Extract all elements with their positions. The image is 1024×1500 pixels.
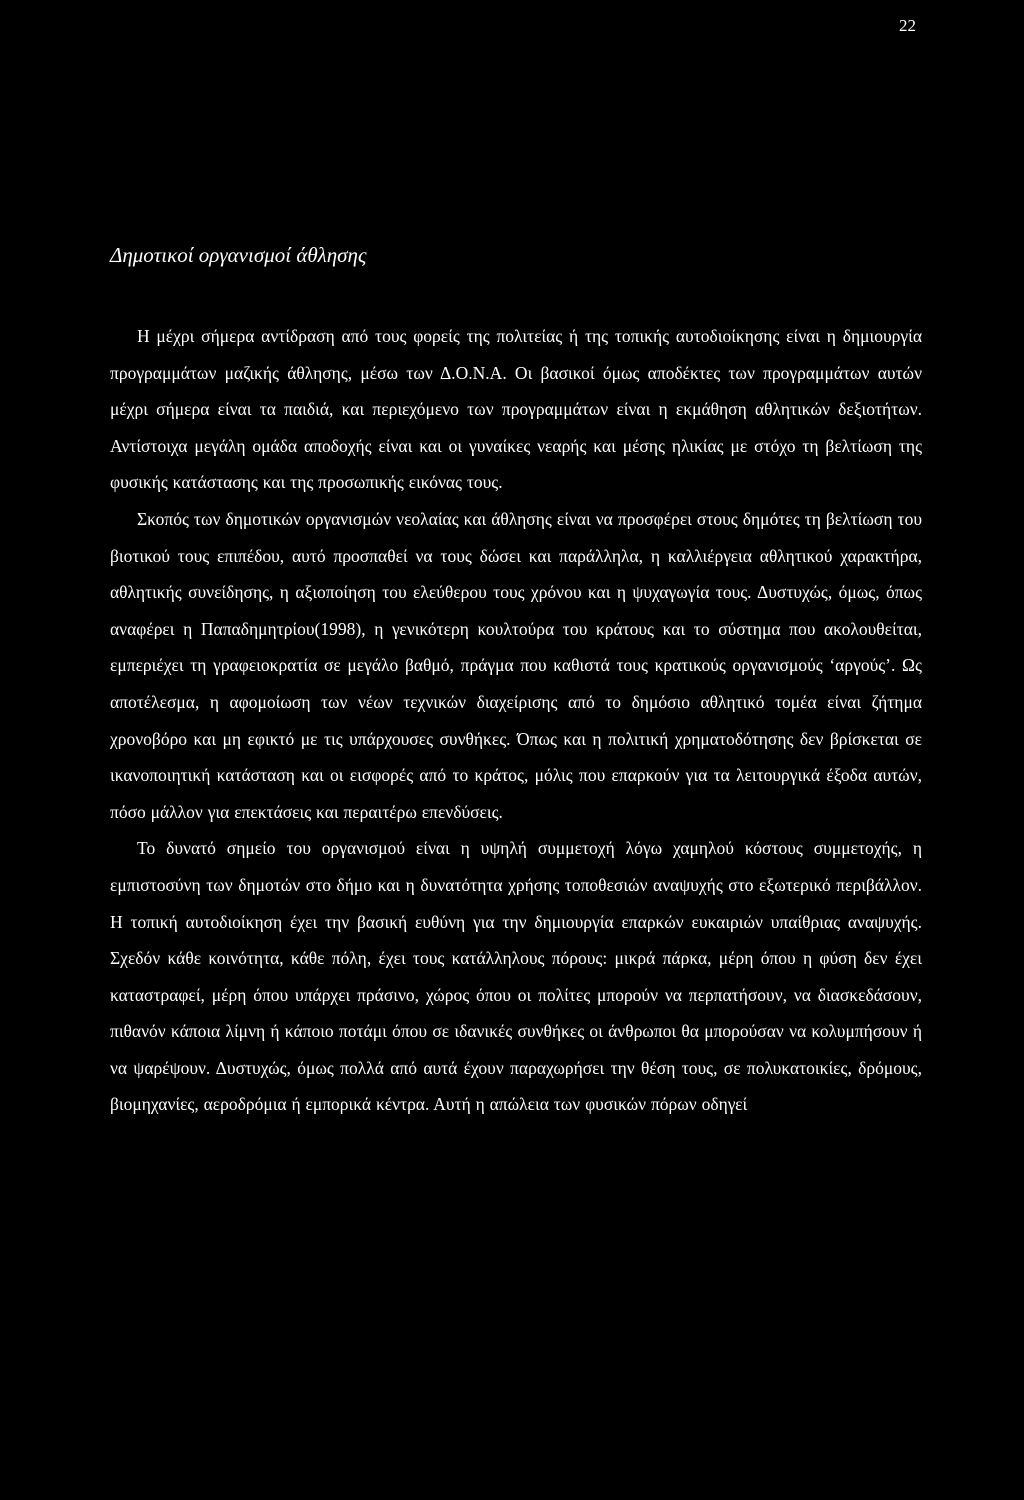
section-heading: Δημοτικοί οργανισμοί άθλησης [110,243,367,267]
paragraph-2: Σκοπός των δημοτικών οργανισμών νεολαίας και άθλησης είναι να προσφέρει στους δημότες τη βελτίωση του βιοτικού τους επιπέδου, αυτό προσπαθεί να τους δώσει και παράλληλα, η καλλιέργεια αθλητικού χαρακτήρα, αθλητικής συνείδησης, η αξιοποίηση του ελεύθερου τους χρόνου και η ψυχαγωγία τους. Δυστυχώς, όμως, όπως αναφέρει η Παπαδημητρίου(1998), η γενικότερη κουλτούρα του κράτους και το σύστημα που ακολουθείται, εμπεριέχει τη γραφειοκρατία σε μεγάλο βαθμό, πράγμα που καθιστά τους κρατικούς οργανισμούς ‘αργούς’. Ως αποτέλεσμα, η αφομοίωση των νέων τεχνικών διαχείρισης από το δημόσιο αθλητικό τομέα είναι ζήτημα χρονοβόρο και μη εφικτό με τις υπάρχουσες συνθήκες. Όπως και η πολιτική χρηματοδότησης δεν βρίσκεται σε ικανοποιητική κατάσταση και οι εισφορές από το κράτος, μόλις που επαρκούν για τα λειτουργικά έξοδα αυτών, πόσο μάλλον για επεκτάσεις και περαιτέρω επενδύσεις. [110,508,922,822]
paragraph-3: Το δυνατό σημείο του οργανισμού είναι η υψηλή συμμετοχή λόγω χαμηλού κόστους συμμετοχής, η εμπιστοσύνη των δημοτών στο δήμο και η δυνατότητα χρήσης τοποθεσιών αναψυχής στο εξωτερικό περιβάλλον. Η τοπική αυτοδιοίκηση έχει την βασική ευθύνη για την δημιουργία επαρκών ευκαιριών υπαίθριας αναψυχής. Σχεδόν κάθε κοινότητα, κάθε πόλη, έχει τους κατάλληλους πόρους: μικρά πάρκα, μέρη όπου η φύση δεν έχει καταστραφεί, μέρη όπου υπάρχει πράσινο, χώρος όπου οι πολίτες μπορούν να περπατήσουν, να διασκεδάσουν, πιθανόν κάποια λίμνη ή κάποιο ποτάμι όπου σε ιδανικές συνθήκες οι άνθρωποι θα μπορούσαν να κολυμπήσουν ή να ψαρέψουν. Δυστυχώς, όμως πολλά από αυτά έχουν παραχωρήσει την θέση τους, σε πολυκατοικίες, δρόμους, βιομηχανίες, αεροδρόμια ή εμπορικά κέντρα. Αυτή η απώλεια των φυσικών πόρων οδηγεί [110,838,922,1115]
body-text [110,318,922,1123]
paragraph-1: Η μέχρι σήμερα αντίδραση από τους φορείς της πολιτείας ή της τοπικής αυτοδιοίκησης είναι η δημιουργία προγραμμάτων μαζικής άθλησης, μέσω των Δ.Ο.Ν.Α. Οι βασικοί όμως αποδέκτες των προγραμμάτων αυτών μέχρι σήμερα είναι τα παιδιά, και περιεχόμενο των προγραμμάτων είναι η εκμάθηση αθλητικών δεξιοτήτων. Αντίστοιχα μεγάλη ομάδα αποδοχής είναι και οι γυναίκες νεαρής και μέσης ηλικίας με στόχο τη βελτίωση της φυσικής κατάστασης και της προσωπικής εικόνας τους. [110,326,922,493]
page-number: 22 [899,16,916,35]
